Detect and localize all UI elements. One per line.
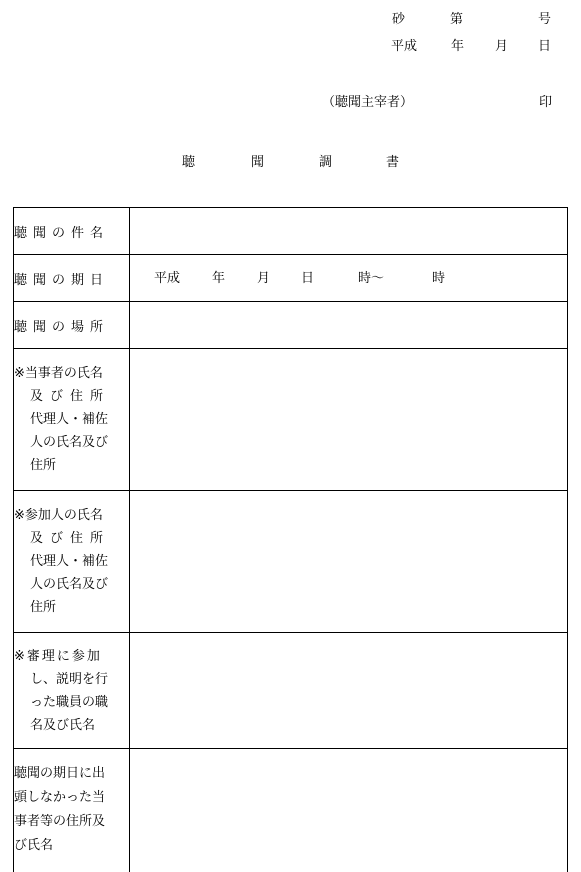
value-date[interactable] xyxy=(130,255,568,302)
label-case-name: 聴聞の件名 xyxy=(14,208,130,255)
date-era: 平成 xyxy=(154,271,181,286)
doc-number-suffix: 号 xyxy=(538,12,552,27)
row-place xyxy=(14,302,568,349)
row-absent xyxy=(14,749,568,872)
value-parties[interactable] xyxy=(130,349,568,491)
label-date: 聴聞の期日 xyxy=(14,255,130,302)
title-char-1: 聴 xyxy=(182,155,196,170)
row-staff xyxy=(14,633,568,749)
title-char-2: 聞 xyxy=(251,155,265,170)
date-year: 年 xyxy=(212,271,226,286)
row-date xyxy=(14,255,568,302)
hearing-record-table xyxy=(13,207,568,872)
date-day: 日 xyxy=(301,271,315,286)
label-parties: ※当事者の氏名 及び住所 代理人・補佐 人の氏名及び 住所 xyxy=(14,349,130,491)
value-participants[interactable] xyxy=(130,491,568,633)
doc-number-prefix: 砂 xyxy=(392,12,406,27)
title-char-4: 書 xyxy=(386,155,400,170)
row-case-name xyxy=(14,208,568,255)
label-place: 聴聞の場所 xyxy=(14,302,130,349)
row-parties xyxy=(14,349,568,491)
label-participants: ※参加人の氏名 及び住所 代理人・補佐 人の氏名及び 住所 xyxy=(14,491,130,633)
label-absent: 聴聞の期日に出 頭しなかった当 事者等の住所及 び氏名 xyxy=(14,749,130,872)
doc-date-month: 月 xyxy=(495,39,509,54)
doc-number-mid: 第 xyxy=(450,12,464,27)
doc-date-era: 平成 xyxy=(391,39,418,54)
date-month: 月 xyxy=(257,271,271,286)
row-participants xyxy=(14,491,568,633)
value-place[interactable] xyxy=(130,302,568,349)
doc-date-day: 日 xyxy=(538,39,552,54)
host-label: （聴聞主宰者） xyxy=(322,95,414,110)
doc-date-year: 年 xyxy=(451,39,465,54)
date-time-to: 時 xyxy=(432,271,446,286)
date-time-from: 時～ xyxy=(358,271,385,286)
title-char-3: 調 xyxy=(319,155,333,170)
value-absent[interactable] xyxy=(130,749,568,872)
label-staff: ※審理に参加 し、説明を行 った職員の職 名及び氏名 xyxy=(14,633,130,749)
value-case-name[interactable] xyxy=(130,208,568,255)
value-staff[interactable] xyxy=(130,633,568,749)
seal-mark: 印 xyxy=(539,95,553,110)
